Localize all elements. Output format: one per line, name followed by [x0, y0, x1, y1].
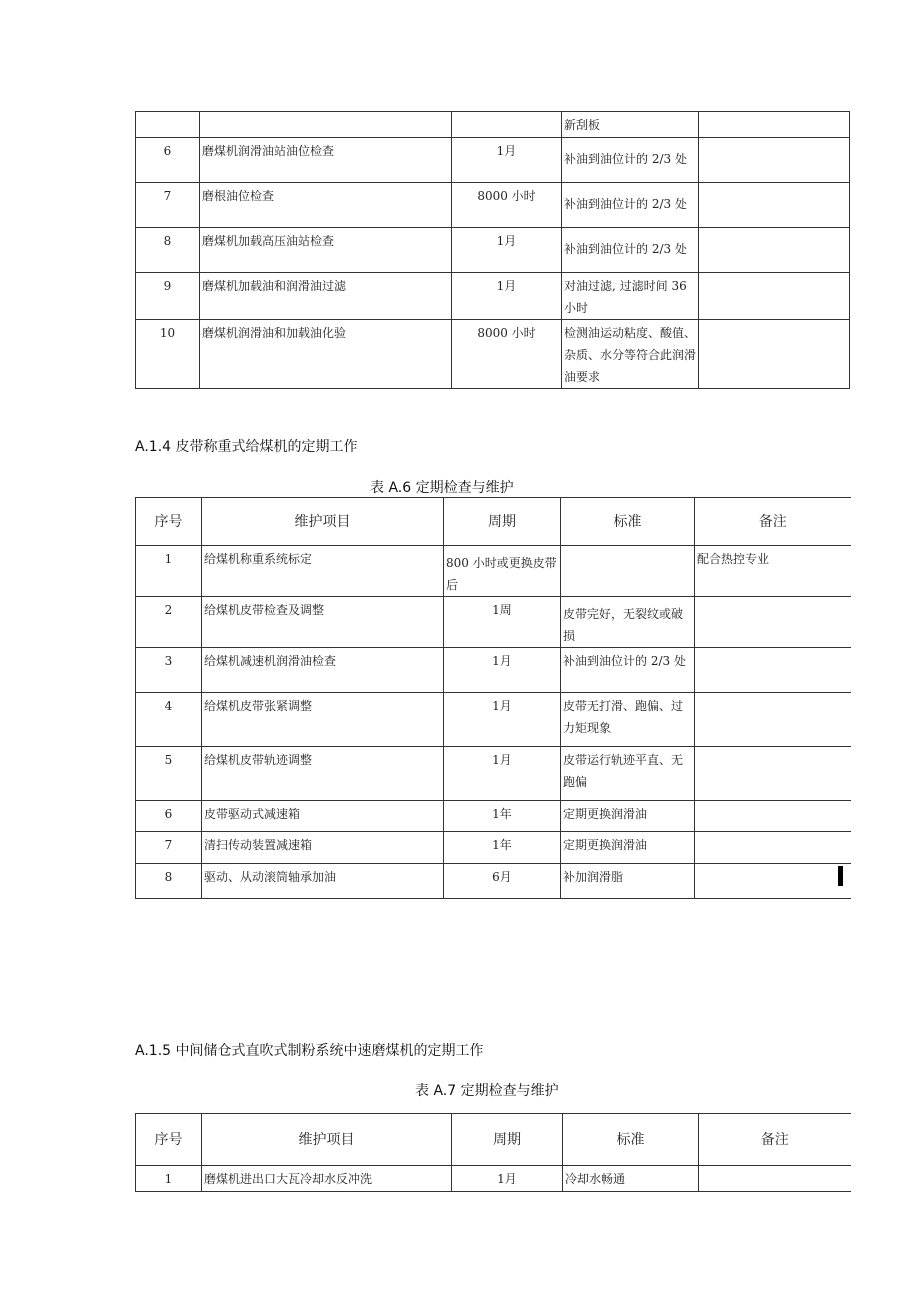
row-remark [699, 320, 850, 389]
row-period: 1月 [452, 1166, 563, 1192]
section-heading-a15: A.1.5 中间储仓式直吹式制粉系统中速磨煤机的定期工作 [135, 1043, 484, 1059]
row-period: 1月 [452, 138, 562, 183]
table-row [136, 693, 851, 747]
row-standard: 补油到油位计的 2/3 处 [562, 228, 699, 273]
row-standard: 补加润滑脂 [561, 864, 695, 899]
row-standard: 定期更换润滑油 [561, 832, 695, 864]
row-remark [695, 832, 851, 864]
row-item: 磨煤机进出口大瓦冷却水反冲洗 [202, 1166, 452, 1192]
header-item: 维护项目 [202, 1114, 452, 1166]
row-standard: 皮带完好，无裂纹或破损 [561, 597, 695, 648]
row-standard: 补油到油位计的 2/3 处 [562, 138, 699, 183]
row-item: 磨煤机加载高压油站检查 [200, 228, 452, 273]
table-row [136, 1166, 851, 1192]
row-item [200, 112, 452, 138]
row-remark [695, 747, 851, 801]
row-no: 7 [136, 832, 202, 864]
table-row [136, 597, 851, 648]
table-row [136, 801, 851, 832]
header-remark: 备注 [695, 498, 851, 546]
table-header-row [136, 498, 851, 546]
row-no: 10 [136, 320, 200, 389]
row-item: 皮带驱动式减速箱 [202, 801, 444, 832]
row-remark [699, 228, 850, 273]
row-item: 清扫传动装置减速箱 [202, 832, 444, 864]
row-period: 1月 [444, 747, 561, 801]
table-a6 [135, 497, 851, 899]
row-standard: 补油到油位计的 2/3 处 [562, 183, 699, 228]
row-remark [699, 112, 850, 138]
row-no: 3 [136, 648, 202, 693]
row-period: 1月 [452, 228, 562, 273]
row-item: 磨根油位检查 [200, 183, 452, 228]
header-no: 序号 [136, 498, 202, 546]
row-no: 1 [136, 546, 202, 597]
row-no: 4 [136, 693, 202, 747]
row-remark [699, 273, 850, 320]
row-standard: 皮带运行轨迹平直、无跑偏 [561, 747, 695, 801]
row-remark: 配合热控专业 [695, 546, 851, 597]
row-no: 9 [136, 273, 200, 320]
header-no: 序号 [136, 1114, 202, 1166]
row-no: 6 [136, 801, 202, 832]
row-no: 2 [136, 597, 202, 648]
row-item: 给煤机皮带检查及调整 [202, 597, 444, 648]
row-standard: 新刮板 [562, 112, 699, 138]
table-row [136, 648, 851, 693]
table-edge-marker [838, 866, 843, 886]
table-row [136, 320, 850, 389]
row-item: 给煤机减速机润滑油检查 [202, 648, 444, 693]
row-no: 7 [136, 183, 200, 228]
header-period: 周期 [452, 1114, 563, 1166]
row-period: 1月 [452, 273, 562, 320]
row-period: 8000 小时 [452, 320, 562, 389]
row-period: 800 小时或更换皮带后 [444, 546, 561, 597]
table-row [136, 112, 850, 138]
row-remark [695, 597, 851, 648]
row-remark [699, 1166, 851, 1192]
row-item: 给煤机皮带轨迹调整 [202, 747, 444, 801]
row-period [452, 112, 562, 138]
row-no: 8 [136, 864, 202, 899]
row-remark [695, 693, 851, 747]
row-item: 驱动、从动滚筒轴承加油 [202, 864, 444, 899]
row-period: 1周 [444, 597, 561, 648]
row-period: 1年 [444, 801, 561, 832]
row-period: 1年 [444, 832, 561, 864]
row-period: 1月 [444, 693, 561, 747]
section-heading-a14: A.1.4 皮带称重式给煤机的定期工作 [135, 439, 358, 455]
row-period: 6月 [444, 864, 561, 899]
table-row [136, 546, 851, 597]
table-row [136, 228, 850, 273]
table-row [136, 864, 851, 899]
table-row [136, 747, 851, 801]
row-period: 1月 [444, 648, 561, 693]
row-item: 磨煤机润滑油站油位检查 [200, 138, 452, 183]
row-standard: 冷却水畅通 [563, 1166, 699, 1192]
row-no: 8 [136, 228, 200, 273]
row-no [136, 112, 200, 138]
row-item: 给煤机称重系统标定 [202, 546, 444, 597]
table-caption-a7: 表 A.7 定期检查与维护 [415, 1083, 559, 1099]
table-row [136, 138, 850, 183]
table-row [136, 832, 851, 864]
row-item: 磨煤机加载油和润滑油过滤 [200, 273, 452, 320]
header-standard: 标准 [561, 498, 695, 546]
row-period: 8000 小时 [452, 183, 562, 228]
row-standard: 补油到油位计的 2/3 处 [561, 648, 695, 693]
table-row [136, 273, 850, 320]
row-standard: 定期更换润滑油 [561, 801, 695, 832]
row-remark [699, 183, 850, 228]
header-standard: 标准 [563, 1114, 699, 1166]
row-no: 1 [136, 1166, 202, 1192]
header-remark: 备注 [699, 1114, 851, 1166]
header-item: 维护项目 [202, 498, 444, 546]
row-item: 给煤机皮带张紧调整 [202, 693, 444, 747]
table-row [136, 183, 850, 228]
row-item: 磨煤机润滑油和加载油化验 [200, 320, 452, 389]
row-standard [561, 546, 695, 597]
table-top [135, 111, 850, 389]
row-remark [699, 138, 850, 183]
table-header-row [136, 1114, 851, 1166]
row-remark [695, 864, 851, 899]
row-standard: 皮带无打滑、跑偏、过力矩现象 [561, 693, 695, 747]
row-no: 6 [136, 138, 200, 183]
header-period: 周期 [444, 498, 561, 546]
table-a7 [135, 1113, 851, 1192]
table-caption-a6: 表 A.6 定期检查与维护 [370, 480, 514, 496]
row-standard: 检测油运动粘度、酸值、杂质、水分等符合此润滑油要求 [562, 320, 699, 389]
row-remark [695, 648, 851, 693]
row-no: 5 [136, 747, 202, 801]
row-remark [695, 801, 851, 832]
row-standard: 对油过滤, 过滤时间 36 小时 [562, 273, 699, 320]
